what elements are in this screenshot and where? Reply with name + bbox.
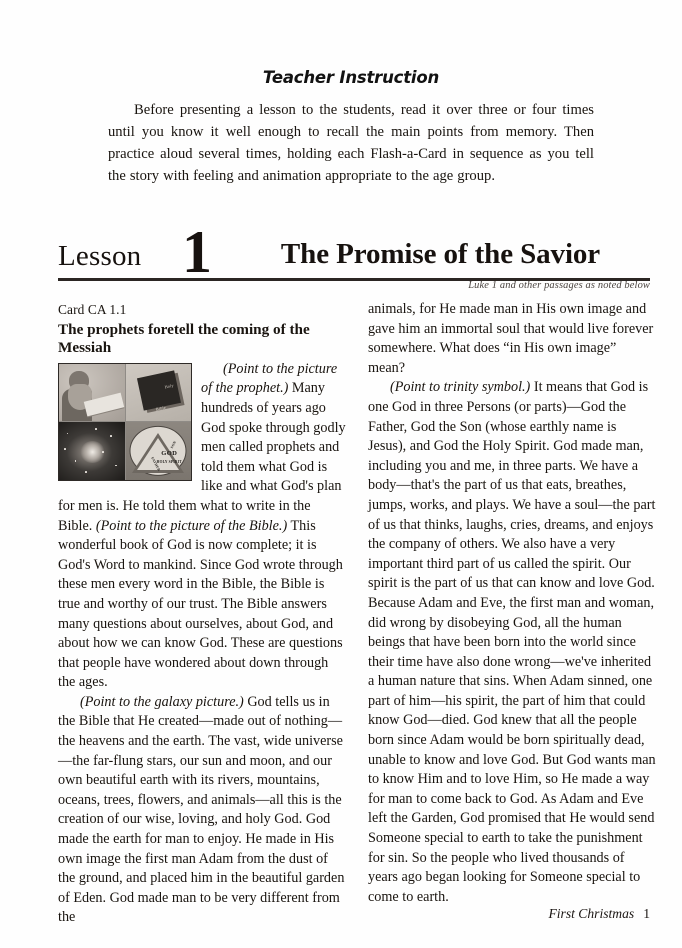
star-dot — [115, 465, 117, 467]
teacher-instruction-body: Before presenting a lesson to the students, read it over three or four times until you know it well enough to recall the main points from memory. Then practice aloud several times, holding each Flash-a-Card in sequence as you tell the story with feeling and animation appropriate to the age group. — [108, 102, 594, 184]
star-dot — [75, 460, 77, 462]
right-paragraph-2-text: It means that God is one God in three Persons (or parts)—God the Father, God the Son (whose earthly name is Jesus), and God the Holy Spirit. God made man, including you and me, in three parts. We have a body—that's the part of us that eats, breathes, jumps, works, and plays. We have a soul—the part of us that thinks, laughs, cries, dreams, and enjoys the company of others. We also have a very important third part of us called the spirit. Our spirit is the part of us that can know and love God. Because Adam and Eve, the first man and woman, did wrong by disobeying God, all the human beings that have been born into the world since their time have also done wrong—we've inherited a human nature that sins. When Adam sinned, one part of him—his spirit, the part of him that could know God—died. God knew that all the people born since Adam would be born spiritually dead, unable to know and love God. But God wants man to know Him and to love Him, so He made a way for man to come back to God. As Adam and Eve left the Garden, God promised that He would send Someone special to earth to take the punishment for sin. So the people who lived thousands of years ago began looking for Someone special to come to earth. — [368, 379, 656, 905]
prophet-writing-scroll-image — [59, 364, 125, 422]
card-id: Card CA 1.1 — [58, 302, 127, 317]
galaxy-core-shape — [80, 441, 105, 463]
trinity-symbol-image — [126, 422, 192, 480]
stage-cue-trinity: (Point to trinity symbol.) — [390, 379, 531, 396]
stage-cue-galaxy: (Point to the galaxy picture.) — [80, 693, 244, 710]
right-paragraph-2 — [368, 378, 656, 907]
star-dot — [67, 433, 69, 435]
right-column — [368, 300, 656, 907]
lesson-label: Lesson — [58, 240, 142, 272]
left-paragraph-1-text-b: This wonderful book of God is now complete; it is God's Word to mankind. Since God wrote through these men every word in the Bible, the Bible is true and worthy of our trust. The Bible answers many questions about ourselves, about God, and about how we can know God. These are questions that people have wondered about down through the ages. — [58, 517, 343, 691]
star-dot — [64, 448, 66, 450]
lesson-title: The Promise of the Savior — [280, 238, 601, 270]
trinity-holy-spirit-label: HOLY SPIRIT — [156, 459, 182, 464]
star-dot — [102, 451, 104, 453]
trinity-center-label: GOD — [161, 450, 178, 458]
teacher-instruction-block — [108, 68, 594, 187]
left-paragraph-1 — [58, 360, 346, 693]
left-paragraph-2-text: God tells us in the Bible that He created—made out of nothing—the heavens and the earth. The vast, wide universe—the far-flung stars, our sun and moon, and our own beautiful earth with its rivers, mountains, oceans, trees, flowers, and animals—all this is the creation of our wise, loving, and holy God. God made the earth for man to enjoy. He made in His own image the first man Adam from the dust of the ground, and placed him in the beautiful garden of Eden. God made man to be very different from the — [58, 693, 345, 926]
bible-cover-label: Holy Bible — [155, 382, 175, 412]
holy-bible-book-image — [126, 364, 192, 422]
page-footer — [58, 906, 650, 922]
lesson-scripture-reference: Luke 1 and other passages as noted below — [468, 280, 650, 291]
left-column — [58, 300, 346, 928]
star-dot — [95, 428, 97, 430]
four-panel-illustration — [58, 363, 192, 481]
star-dot — [110, 435, 112, 437]
star-dot — [85, 471, 87, 473]
footer-book-title: First Christmas — [548, 906, 635, 921]
card-title: The prophets foretell the coming of the Messiah — [58, 320, 310, 357]
trinity-father-label: FATHER — [150, 456, 162, 473]
galaxy-nebula-image — [59, 422, 125, 480]
trinity-son-label: SON — [169, 440, 177, 450]
right-paragraph-1: animals, for He made man in His own image and gave him an immortal soul that would live forever somewhere. What does “in His own image” mean? — [368, 301, 654, 376]
left-paragraph-2 — [58, 693, 346, 928]
stage-cue-bible: (Point to the picture of the Bible.) — [95, 517, 288, 534]
lesson-header — [58, 219, 650, 294]
lesson-number: 1 — [182, 219, 212, 285]
stage-cue-prophet: (Point to the picture of the prophet.) — [201, 360, 338, 397]
footer-page-number: 1 — [643, 906, 650, 921]
left-paragraph-1-text-a: Many hundreds of years ago God spoke through godly men called prophets and told them what God is like and what God's plan for men is. He told them what to write in the Bible. — [58, 380, 346, 534]
teacher-instruction-heading: Teacher Instruction — [262, 68, 440, 87]
